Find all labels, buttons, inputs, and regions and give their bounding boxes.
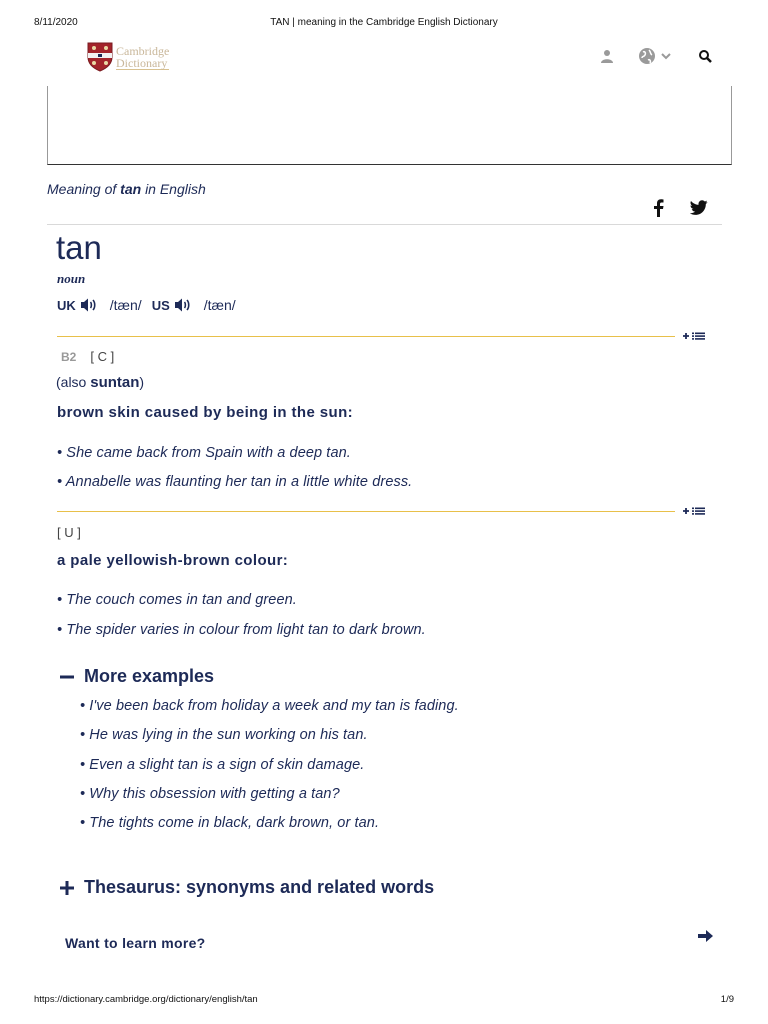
thesaurus-toggle[interactable] bbox=[60, 877, 434, 898]
also-word[interactable]: suntan bbox=[90, 374, 140, 391]
twitter-icon[interactable] bbox=[690, 200, 708, 216]
pron-region-us: US bbox=[151, 297, 170, 313]
example-sentence: • Even a slight tan is a sign of skin damage. bbox=[80, 757, 365, 773]
learn-more-link[interactable]: Want to learn more? bbox=[65, 935, 206, 951]
print-date: 8/11/2020 bbox=[34, 17, 78, 28]
print-header bbox=[0, 17, 768, 31]
arrow-right-icon[interactable] bbox=[696, 927, 714, 945]
site-header bbox=[47, 40, 732, 86]
example-sentence: • I've been back from holiday a week and my tan is fading. bbox=[80, 698, 459, 714]
sense-divider bbox=[57, 336, 675, 337]
chevron-down-icon[interactable] bbox=[660, 50, 672, 62]
user-icon[interactable] bbox=[600, 49, 614, 63]
print-title: TAN | meaning in the Cambridge English Dictionary bbox=[270, 17, 498, 28]
plus-icon bbox=[60, 881, 74, 895]
pron-ipa-us: /tæn/ bbox=[203, 297, 236, 313]
thesaurus-title: Thesaurus: synonyms and related words bbox=[84, 877, 435, 897]
sense-divider bbox=[57, 511, 675, 512]
share-buttons bbox=[652, 199, 708, 217]
entry-divider bbox=[47, 224, 722, 225]
example-sentence: • The spider varies in colour from light tan to dark brown. bbox=[57, 622, 426, 638]
logo-line2: Dictionary bbox=[116, 55, 168, 70]
speaker-icon[interactable] bbox=[174, 297, 192, 313]
more-examples-toggle[interactable] bbox=[60, 666, 214, 687]
crest-icon bbox=[87, 42, 113, 72]
search-icon[interactable] bbox=[698, 49, 712, 63]
grammar-code: [ U ] bbox=[57, 525, 81, 540]
meaning-of-suffix: in English bbox=[145, 181, 206, 197]
pron-region-uk: UK bbox=[57, 297, 76, 313]
part-of-speech: noun bbox=[57, 271, 86, 286]
cambridge-logo[interactable] bbox=[87, 42, 169, 72]
header-icons bbox=[600, 47, 712, 65]
example-sentence: • The tights come in black, dark brown, or tan. bbox=[80, 815, 380, 831]
example-sentence: • Why this obsession with getting a tan? bbox=[80, 786, 340, 802]
speaker-icon[interactable] bbox=[80, 297, 98, 313]
example-sentence: • She came back from Spain with a deep tan. bbox=[57, 445, 351, 461]
facebook-icon[interactable] bbox=[652, 199, 664, 217]
plus-list-icon[interactable] bbox=[682, 506, 706, 516]
plus-list-icon[interactable] bbox=[682, 331, 706, 341]
print-url: https://dictionary.cambridge.org/dictionary/english/tan bbox=[34, 994, 258, 1005]
cefr-level: B2 bbox=[61, 349, 77, 364]
logo-line1: Cambridge bbox=[116, 43, 170, 58]
also-prefix: (also bbox=[56, 374, 87, 390]
pron-ipa-uk: /tæn/ bbox=[109, 297, 142, 313]
logo-wordmark bbox=[116, 45, 169, 70]
pronunciation-row bbox=[57, 297, 246, 313]
minus-icon bbox=[60, 670, 74, 684]
example-sentence: • He was lying in the sun working on his tan. bbox=[80, 727, 368, 743]
meaning-of-prefix: Meaning of bbox=[47, 181, 117, 197]
headword: tan bbox=[56, 229, 102, 266]
sense1-definition: brown skin caused by being in the sun: bbox=[57, 404, 354, 421]
also-suffix: ) bbox=[139, 374, 145, 390]
example-sentence: • Annabelle was flaunting her tan in a little white dress. bbox=[57, 474, 413, 490]
example-sentence: • The couch comes in tan and green. bbox=[57, 592, 297, 608]
also-variant bbox=[56, 374, 144, 391]
grammar-code: [ C ] bbox=[90, 349, 115, 364]
meaning-of-word: tan bbox=[120, 181, 142, 197]
sense2-grammar bbox=[57, 525, 81, 540]
meaning-of-heading bbox=[47, 181, 206, 197]
globe-icon[interactable] bbox=[638, 47, 656, 65]
sense2-definition: a pale yellowish-brown colour: bbox=[57, 552, 289, 569]
sense1-grammar bbox=[57, 349, 114, 364]
ad-frame bbox=[47, 86, 732, 165]
print-page-number: 1/9 bbox=[720, 994, 734, 1005]
more-examples-title: More examples bbox=[84, 666, 215, 686]
